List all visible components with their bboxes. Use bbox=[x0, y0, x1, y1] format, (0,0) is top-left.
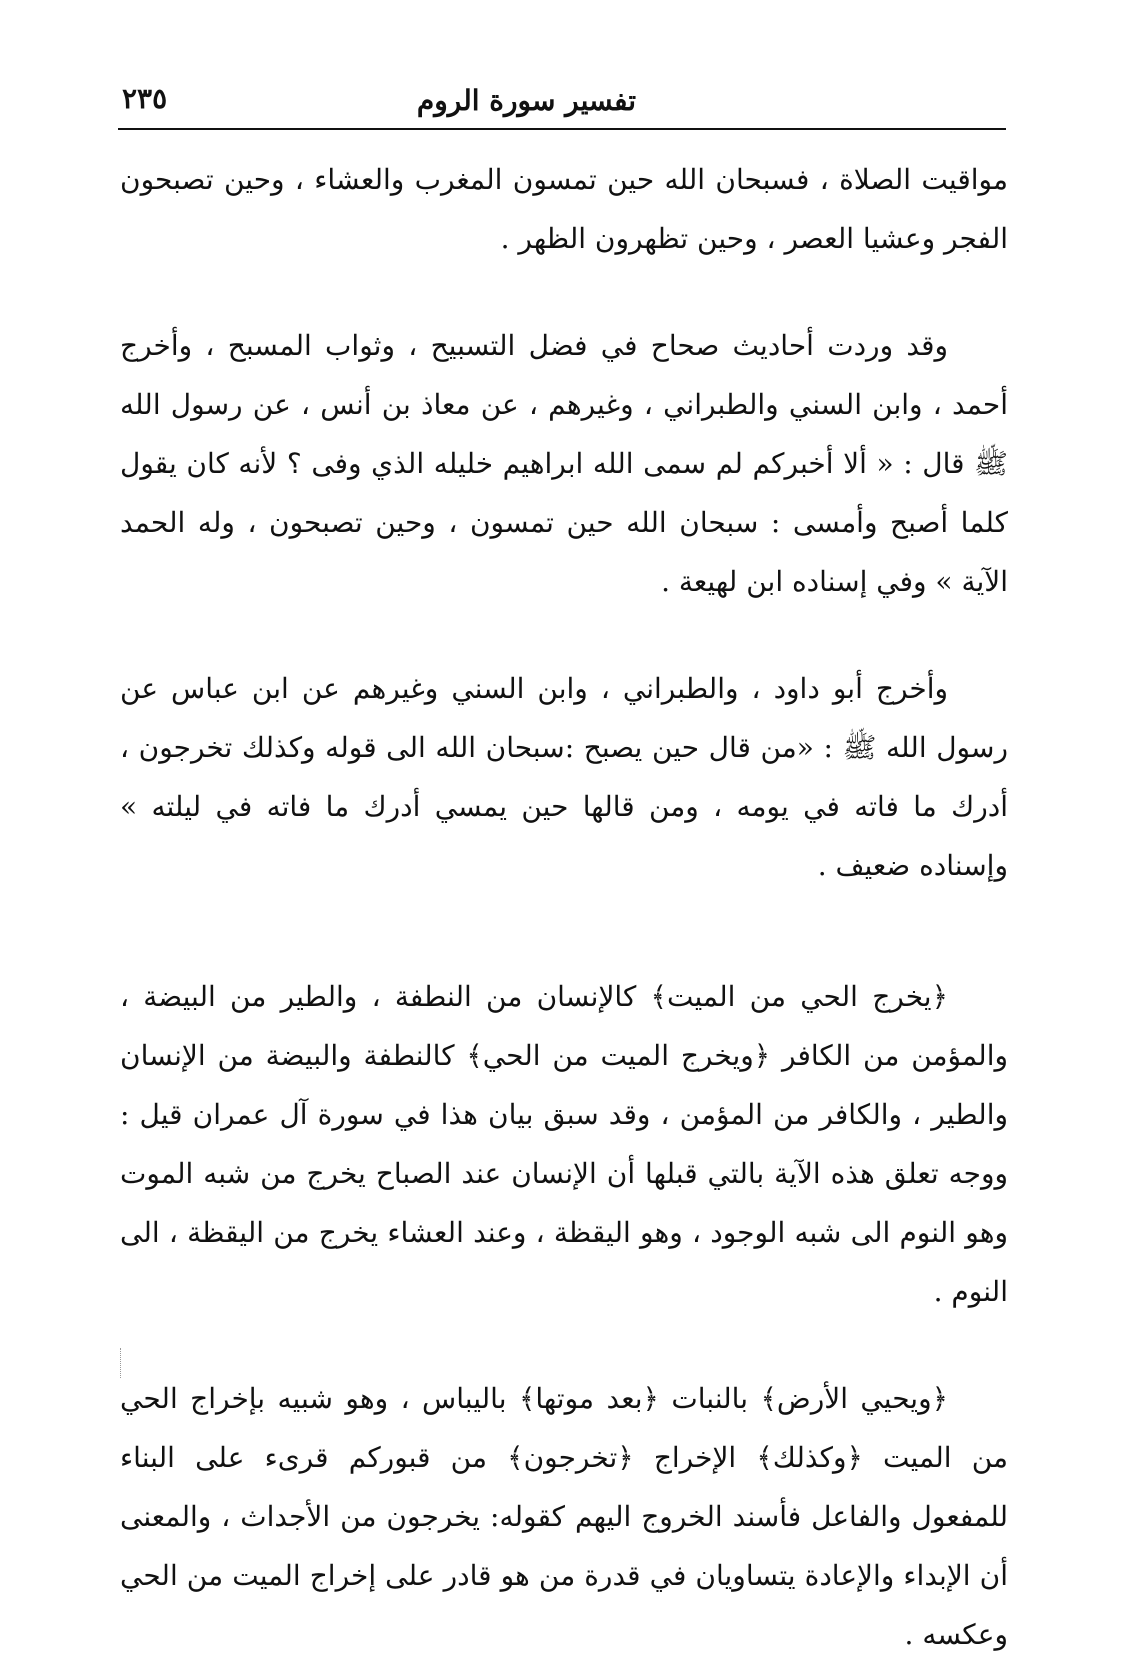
running-title: تفسير سورة الروم bbox=[416, 84, 636, 117]
paragraph-hadith-ibn-abbas: وأخرج أبو داود ، والطبراني ، وابن السني وغيرهم عن ابن عباس عن رسول الله ﷺ : «من قال حين يصبح :سبحان الله الى قوله وكذلك تخرجون ، أدرك ما فاته في يومه ، ومن قالها حين يمسي أدرك ما فاته في ليلته » وإسناده ضعيف . bbox=[120, 672, 1008, 882]
page-body bbox=[120, 150, 1008, 1664]
margin-mark bbox=[120, 1348, 123, 1378]
page-header bbox=[118, 78, 1006, 130]
paragraph-reviving-earth: ﴿ويحيي الأرض﴾ بالنبات ﴿بعد موتها﴾ باليباس ، وهو شبيه بإخراج الحي من الميت ﴿وكذلك﴾ الإخراج ﴿تخرجون﴾ من قبوركم قرىء على البناء للمفعول والفاعل فأسند الخروج اليهم كقوله: يخرجون من الأجداث ، والمعنى أن الإبداء والإعادة يتساويان في قدرة من هو قادر على إخراج الميت من الحي وعكسه . bbox=[120, 1382, 1009, 1651]
paragraph-living-from-dead: ﴿يخرج الحي من الميت﴾ كالإنسان من النطفة ، والطير من البيضة ، والمؤمن من الكافر ﴿ويخرج الميت من الحي﴾ كالنطفة والبيضة من الإنسان والطير ، والكافر من المؤمن ، وقد سبق بيان هذا في سورة آل عمران قيل : ووجه تعلق هذه الآية بالتي قبلها أن الإنسان عند الصباح يخرج من شبه الموت وهو النوم الى شبه الوجود ، وهو اليقظة ، وعند العشاء يخرج من اليقظة ، الى النوم . bbox=[120, 980, 1008, 1308]
paragraph-hadith-muadh: وقد وردت أحاديث صحاح في فضل التسبيح ، وثواب المسبح ، وأخرج أحمد ، وابن السني والطبراني ، وغيرهم ، عن معاذ بن أنس ، عن رسول الله ﷺ قال : « ألا أخبركم لم سمى الله ابراهيم خليله الذي وفى ؟ لأنه كان يقول كلما أصبح وأمسى : سبحان الله حين تمسون ، وحين تصبحون ، وله الحمد الآية » وفي إسناده ابن لهيعة . bbox=[120, 329, 1008, 598]
paragraph-prayer-times: مواقيت الصلاة ، فسبحان الله حين تمسون المغرب والعشاء ، وحين تصبحون الفجر وعشيا العصر ، وحين تظهرون الظهر . bbox=[120, 163, 1008, 255]
page-number: ٢٣٥ bbox=[122, 82, 168, 115]
